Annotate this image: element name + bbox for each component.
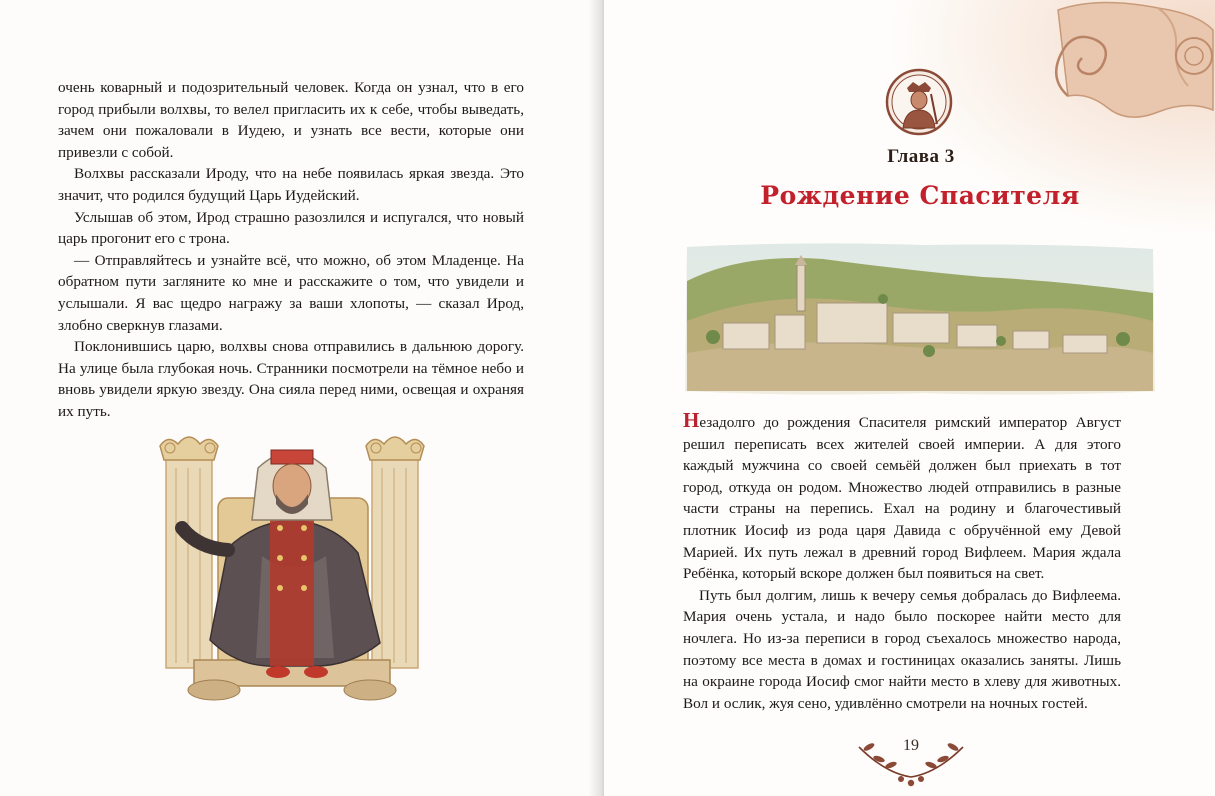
chapter-label: Глава 3 — [887, 146, 955, 167]
bethlehem-landscape-illustration — [683, 241, 1157, 397]
parchment-scroll-ornament — [1038, 0, 1215, 130]
left-paragraph-3: Услышав об этом, Ирод страшно разозлился и испугался, что новый царь прогонит его с трона. — [58, 208, 524, 248]
chapter-title: Рождение Спасителя — [760, 181, 1080, 210]
left-page — [0, 0, 604, 796]
left-page-text — [58, 77, 524, 423]
left-paragraph-4: — Отправляйтесь и узнайте всё, что можно, об этом Младенце. На обратном пути загляните ко мне и расскажите о том, что увидели и услышали. Я вас щедро награжу за ваши хлопоты, — сказал Ирод, злобно сверкнув глазами. — [58, 251, 524, 334]
right-page-text — [683, 410, 1121, 714]
left-paragraph-2: Волхвы рассказали Ироду, что на небе появилась яркая звезда. Это значит, что родился будущий Царь Иудейский. — [58, 165, 524, 204]
right-paragraph-2: Путь был долгим, лишь к вечеру семья добралась до Вифлеема. Мария очень устала, и надо было поскорее найти место для ночлега. Но из-за переписи в город съехалось множество народа, поэтому все места в домах и гостиницах оказались заняты. Лишь на окраине города Иосиф смог найти место в хлеву для животных. Вол и ослик, жуя сено, удивлённо смотрели на ночных гостей. — [683, 586, 1121, 712]
chapter-medallion-icon — [885, 68, 953, 136]
king-herod-illustration — [158, 428, 426, 708]
right-paragraph-1 — [683, 410, 1121, 585]
left-paragraph-5: Поклонившись царю, волхвы снова отправились в дальнюю дорогу. На улице была глубокая ночь. Странники посмотрели на тёмное небо и вновь увидели яркую звезду. Она сияла перед ними, освещая и охраняя их путь. — [58, 338, 524, 420]
right-paragraph-1-text: езадолго до рождения Спасителя римский император Август решил переписать всех жителей своей империи. А для этого каждый мужчина со своей семьёй должен был приехать в тот город, откуда он родом. Множество людей отправились в разные части страны на перепись. Ехал на родину и благочестивый плотник Иосиф из рода царя Давида с обручённой ему Девой Марией. Их путь лежал в древний город Вифлеем. Мария ждала Ребёнка, который вскоре должен был появиться на свет. — [683, 414, 1121, 583]
left-paragraph-1: очень коварный и подозрительный человек. Когда он узнал, что в его город прибыли волхвы, то велел пригласить их к себе, чтобы выведать, зачем они пожаловали в Иудею, и узнать все вести, которые они привезли с собой. — [58, 79, 524, 161]
page-number-ornament — [855, 733, 967, 789]
dropcap-letter: Н — [683, 408, 700, 432]
page-number: 19 — [903, 737, 919, 754]
